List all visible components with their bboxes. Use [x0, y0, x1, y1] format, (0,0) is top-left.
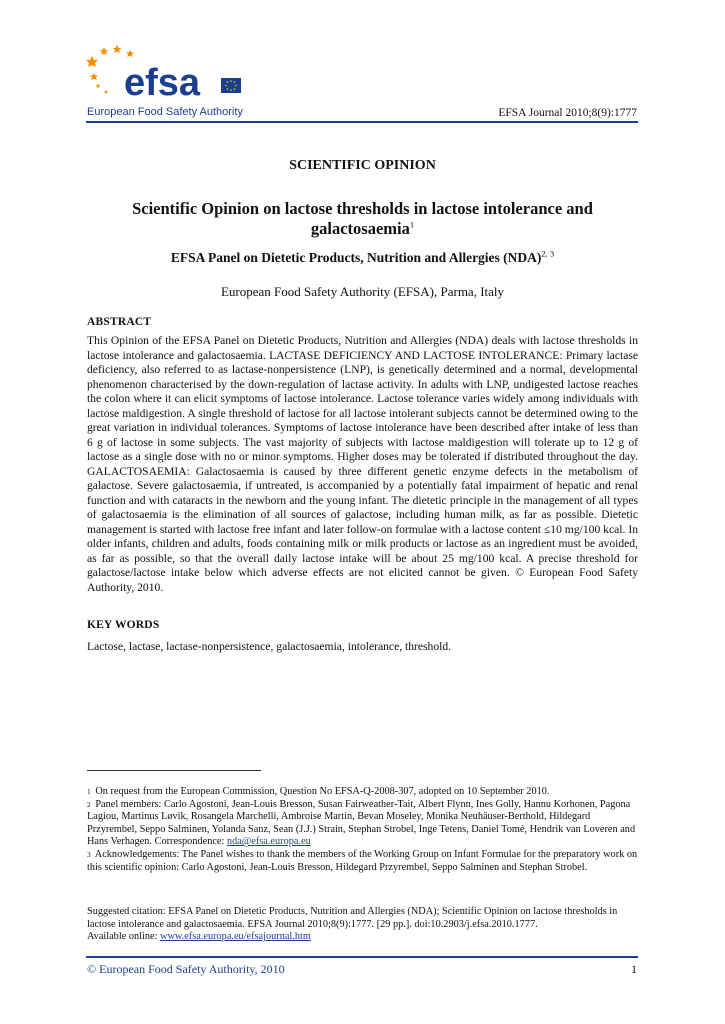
footnote-text: On request from the European Commission, Question No EFSA-Q-2008-307, adopted on 10 September 2010. [95, 786, 550, 797]
logo-wordmark: efsa [124, 62, 201, 104]
footnote-1 [87, 786, 638, 799]
panel-name [0, 250, 725, 266]
footnote-divider [87, 770, 261, 771]
journal-reference: EFSA Journal 2010;8(9):1777 [498, 107, 637, 119]
footnote-text: Panel members: Carlo Agostoni, Jean-Louis Bresson, Susan Fairweather-Tait, Albert Flynn, Ines Golly, Hannu Korhonen, Pagona Lagiou, Martinus Løvik, Rosangela Marchelli, Ambroise Martin, Bevan Moseley, Monika Neuhäuser-Berthold, Hildegard Przyrembel, Seppo Salminen, Yolanda Sanz, Sean (J.J.) Strain, Stephan Strobel, Inge Tetens, Daniel Tomé, Hendrik van Loveren and Hans Verhagen. Correspondence: [87, 798, 636, 848]
footnote-number: 1 [87, 787, 91, 796]
footnote-3 [87, 849, 638, 874]
title-footnote-ref[interactable]: 1 [409, 219, 415, 230]
document-title [100, 199, 625, 239]
footnotes [87, 786, 638, 874]
keywords-body: Lactose, lactase, lactase-nonpersistence, galactosaemia, intolerance, threshold. [87, 640, 452, 653]
footnote-2 [87, 799, 638, 849]
footer-divider [86, 956, 638, 958]
header-divider [86, 121, 638, 123]
affiliation: European Food Safety Authority (EFSA), Parma, Italy [220, 284, 505, 299]
keywords-heading: KEY WORDS [87, 619, 160, 631]
journal-website-link[interactable]: www.efsa.europa.eu/efsajournal.htm [160, 931, 311, 943]
page-number: 1 [631, 962, 637, 976]
panel-footnote-ref[interactable]: 2, 3 [541, 248, 555, 259]
footer-copyright: © European Food Safety Authority, 2010 [87, 962, 285, 976]
footnote-text: Acknowledgements: The Panel wishes to thank the members of the Working Group on Infant Formulae for the preparatory work on this scientific opinion: Carlo Agostoni, Jean-Louis Bresson, Hildegard Przyrembel, Seppo Salminen and Stephan Strobel. [87, 848, 638, 873]
available-online-label: Available online: [87, 931, 161, 943]
footnote-number: 2 [87, 799, 91, 809]
document-type: SCIENTIFIC OPINION [289, 158, 436, 173]
abstract-body: This Opinion of the EFSA Panel on Dietetic Products, Nutrition and Allergies (NDA) deals with lactose thresholds in lactose intolerance and galactosaemia. LACTASE DEFICIENCY AND LACTOSE INTOLERANCE: Primary lactase deficiency, also referred to as lactase-nonpersistence (LNP), is genetically determined and a normal, developmental phenomenon characterised by the down-regulation of lactase activity. In adults with LNP, undigested lactose reaches the colon where it can elicit symptoms of lactose intolerance. Lactose tolerance varies widely among individuals with lactose maldigestion. A single threshold of lactose for all lactose intolerant subjects cannot be determined owing to the great variation in individual tolerances. Symptoms of lactose intolerance have been described after intake of less than 6 g of lactose in some subjects. The vast majority of subjects with lactose maldigestion will tolerate up to 12 g of lactose as a single dose with no or minor symptoms. Higher doses may be tolerated if distributed throughout the day. GALACTOSAEMIA: Galactosaemia is caused by three different genetic enzyme defects in the metabolism of galactose. Severe galactosaemia, if untreated, is accompanied by a potentially fatal impairment of hepatic and renal function and with cataracts in the newborn and the young infant. The dietetic principle in the management of all types of galactosaemia is the elimination of all sources of galactose, including human milk, as far as possible. Dietetic management is started with lactose free infant and later follow-on formulae with a lactose content ≤10 mg/100 kcal. In older infants, children and adults, foods containing milk or milk products or lactose as an ingredient must be avoided, as far as possible, so that the overall daily lactose intake will be about 25 mg/100 kcal. A precise threshold for galactose/lactose intake below which adverse effects are not elicited cannot be given. © European Food Safety Authority, 2010. [87, 334, 638, 594]
footnote-number: 3 [87, 849, 91, 859]
title-text: Scientific Opinion on lactose thresholds in lactose intolerance and galactosaemia [132, 199, 593, 238]
logo-tagline: European Food Safety Authority [87, 106, 243, 118]
abstract-heading: ABSTRACT [87, 316, 152, 328]
suggested-citation [87, 906, 638, 944]
citation-text: Suggested citation: EFSA Panel on Dietetic Products, Nutrition and Allergies (NDA); Scientific Opinion on lactose thresholds in lactose intolerance and galactosaemia. EFSA Journal 2010;8(9):1777. [29 pp.]. doi:10.2903/j.efsa.2010.1777. [87, 906, 618, 930]
panel-text: EFSA Panel on Dietetic Products, Nutrition and Allergies (NDA) [170, 250, 542, 265]
correspondence-email-link[interactable]: nda@efsa.europa.eu [226, 836, 311, 848]
